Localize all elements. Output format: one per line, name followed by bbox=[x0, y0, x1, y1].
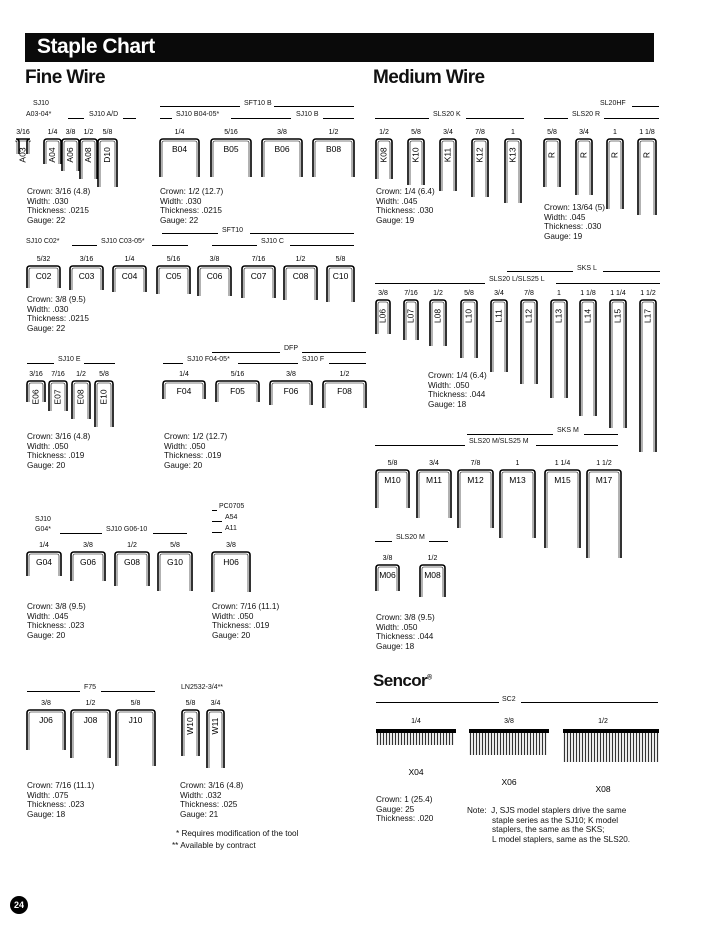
size-fraction-label: 1 1/4 bbox=[610, 290, 626, 297]
size-fraction-label: 1/2 bbox=[127, 542, 137, 549]
staple-code: C08 bbox=[292, 271, 309, 281]
staple-code: A06 bbox=[64, 147, 75, 163]
staple-code: G06 bbox=[79, 557, 97, 567]
fine-wire-heading: Fine Wire bbox=[25, 67, 105, 88]
label-sj10b: SJ10 B bbox=[296, 111, 319, 118]
size-fraction-label: 1/2 bbox=[328, 129, 339, 136]
size-fraction-label: 7/8 bbox=[470, 460, 481, 467]
size-fraction-label: 3/8 bbox=[83, 542, 93, 549]
spec-a: Crown: 3/16 (4.8) Width: .030 Thickness: .0215 Gauge: 22 bbox=[27, 187, 91, 225]
staple-code: G10 bbox=[166, 557, 184, 567]
size-fraction-label: 1 1/4 bbox=[554, 460, 571, 467]
label-sft10b: SFT10 B bbox=[244, 100, 272, 107]
spec-g: Crown: 3/8 (9.5) Width: .045 Thickness: .023 Gauge: 20 bbox=[27, 602, 86, 640]
spec-c: Crown: 3/8 (9.5) Width: .030 Thickness: .0215 Gauge: 22 bbox=[27, 295, 89, 333]
label-a54: A54 bbox=[225, 514, 238, 521]
staple-code: R bbox=[609, 151, 620, 159]
size-fraction-label: 7/16 bbox=[404, 290, 418, 297]
size-fraction-label: 1/4 bbox=[174, 129, 185, 136]
label-g04: G04* bbox=[35, 526, 51, 533]
size-fraction-label: 3/16 bbox=[79, 256, 94, 263]
size-fraction-label: 3/4 bbox=[429, 460, 439, 467]
staple-code: C02 bbox=[35, 271, 52, 281]
label-pc0705: PC0705 bbox=[219, 503, 245, 510]
staple-code: H06 bbox=[223, 557, 239, 567]
staple-code: J10 bbox=[128, 715, 143, 725]
spec-m: Crown: 3/8 (9.5) Width: .050 Thickness: .044 Gauge: 18 bbox=[376, 613, 435, 651]
staple-code: B05 bbox=[223, 144, 239, 154]
label-sft10: SFT10 bbox=[222, 227, 244, 234]
label-sj10-g: SJ10 bbox=[35, 516, 51, 523]
staple-code: L12 bbox=[523, 308, 534, 324]
size-fraction-label: 3/8 bbox=[226, 542, 236, 549]
size-fraction-label: 3/4 bbox=[443, 129, 453, 136]
staple-code: C03 bbox=[78, 271, 95, 281]
page-title: Staple Chart bbox=[37, 35, 155, 58]
staple-code: L14 bbox=[582, 308, 593, 324]
staple-code: M17 bbox=[595, 475, 613, 485]
staple-code: J06 bbox=[39, 715, 53, 725]
spec-l: Crown: 1/4 (6.4) Width: .050 Thickness: .044 Gauge: 18 bbox=[428, 371, 487, 409]
staple-mark bbox=[607, 139, 623, 209]
staple-code: D10 bbox=[101, 147, 112, 163]
size-fraction-label: 1/2 bbox=[295, 256, 306, 263]
size-fraction-label: 1/2 bbox=[339, 371, 350, 378]
sencor-heading: Sencor® bbox=[373, 671, 432, 690]
staple-mark bbox=[638, 139, 656, 215]
staple-code: F05 bbox=[230, 386, 245, 396]
size-fraction-label: 1/2 bbox=[85, 700, 96, 707]
size-fraction-label: 3/8 bbox=[65, 129, 76, 136]
size-fraction-label: 5/8 bbox=[130, 700, 141, 707]
size-fraction-label: 3/8 bbox=[286, 371, 296, 378]
staple-code: L06 bbox=[377, 308, 388, 324]
size-fraction-label: 1 bbox=[613, 129, 617, 136]
medium-wire-heading: Medium Wire bbox=[373, 67, 485, 88]
label-sj10g0610: SJ10 G06-10 bbox=[106, 526, 148, 533]
label-sls20m2: SLS20 M bbox=[396, 534, 425, 541]
staple-code: L13 bbox=[553, 308, 564, 324]
staple-code: A08 bbox=[82, 147, 93, 163]
staple-code: K13 bbox=[507, 147, 518, 163]
size-fraction-label: 5/8 bbox=[99, 371, 109, 378]
staple-code: M13 bbox=[509, 475, 526, 485]
size-fraction-label: 7/16 bbox=[251, 256, 266, 263]
staple-code: B04 bbox=[171, 144, 188, 154]
size-fraction-label: 3/8 bbox=[504, 718, 514, 725]
footnote-2: ** Available by contract bbox=[172, 841, 256, 850]
staple-code: C07 bbox=[250, 271, 267, 281]
staple-code: W11 bbox=[209, 717, 220, 735]
spec-r: Crown: 13/64 (5) Width: .045 Thickness: .030 Gauge: 19 bbox=[544, 203, 605, 241]
staple-strip bbox=[469, 729, 549, 755]
label-ln2532: LN2532-3/4** bbox=[181, 684, 224, 691]
label-sls20l: SLS20 L/SLS25 L bbox=[489, 276, 545, 283]
label-f75: F75 bbox=[84, 684, 97, 691]
size-fraction-label: 1 1/2 bbox=[640, 290, 656, 297]
size-fraction-label: 1/2 bbox=[598, 718, 608, 725]
size-fraction-label: 1 1/8 bbox=[639, 129, 655, 136]
note: Note: J, SJS model staplers drive the same staple series as the SJ10; K model staplers, the same as the SKS; L model staplers, same as the SLS20. bbox=[467, 806, 631, 844]
staple-code: L10 bbox=[463, 308, 474, 324]
staple-code: L08 bbox=[432, 308, 443, 324]
size-fraction-label: 5/8 bbox=[464, 290, 474, 297]
staple-strip bbox=[563, 729, 659, 762]
label-sls20m: SLS20 M/SLS25 M bbox=[469, 438, 529, 445]
staple-code: B06 bbox=[274, 144, 290, 154]
size-fraction-label: 1/4 bbox=[47, 129, 58, 136]
staple-code: K10 bbox=[410, 147, 421, 163]
staple-code: X04 bbox=[408, 767, 424, 777]
staple-code: M10 bbox=[384, 475, 401, 485]
staple-code: R bbox=[578, 151, 589, 159]
page-number: 24 bbox=[10, 896, 28, 914]
label-sj10e: SJ10 E bbox=[58, 356, 81, 363]
staple-code: X06 bbox=[501, 777, 517, 787]
label-sj10c0305: SJ10 C03-05* bbox=[101, 238, 145, 245]
staple-strip bbox=[376, 729, 456, 745]
label-sj10ad: SJ10 A/D bbox=[89, 111, 119, 118]
staple-mark bbox=[461, 300, 477, 358]
size-fraction-label: 7/8 bbox=[475, 129, 485, 136]
staple-code: L07 bbox=[405, 308, 416, 324]
staple-code: M11 bbox=[426, 475, 442, 485]
size-fraction-label: 7/16 bbox=[51, 371, 65, 378]
size-fraction-label: 5/8 bbox=[185, 700, 196, 707]
size-fraction-label: 1/2 bbox=[83, 129, 94, 136]
staple-code: F04 bbox=[176, 386, 192, 396]
spec-e: Crown: 3/16 (4.8) Width: .050 Thickness: .019 Gauge: 20 bbox=[27, 432, 91, 470]
size-fraction-label: 3/4 bbox=[210, 700, 221, 707]
staple-code: R bbox=[546, 151, 557, 159]
staple-code: A04 bbox=[46, 147, 57, 163]
staple-code: L15 bbox=[612, 308, 623, 324]
size-fraction-label: 5/32 bbox=[36, 256, 51, 263]
staple-code: B08 bbox=[325, 144, 342, 154]
label-sj10c: SJ10 C bbox=[261, 238, 284, 245]
label-sj10: SJ10 bbox=[33, 100, 49, 107]
size-fraction-label: 1/4 bbox=[124, 256, 135, 263]
size-fraction-label: 3/4 bbox=[494, 290, 504, 297]
size-fraction-label: 1/4 bbox=[411, 718, 421, 725]
staple-code: W10 bbox=[184, 717, 195, 735]
label-dfp: DFP bbox=[284, 345, 298, 352]
spec-b: Crown: 1/2 (12.7) Width: .030 Thickness: .0215 Gauge: 22 bbox=[160, 187, 224, 225]
label-sls20k: SLS20 K bbox=[433, 111, 461, 118]
staple-code: E07 bbox=[52, 389, 63, 405]
staple-code: L17 bbox=[642, 308, 653, 324]
staple-code: C10 bbox=[332, 271, 349, 281]
staple-code: K08 bbox=[378, 147, 389, 163]
footnote-1: * Requires modification of the tool bbox=[176, 829, 299, 838]
staple-code: L11 bbox=[493, 309, 504, 323]
size-fraction-label: 1/4 bbox=[39, 542, 49, 549]
size-fraction-label: 3/16 bbox=[29, 371, 43, 378]
label-sj10b0405: SJ10 B04-05* bbox=[176, 111, 220, 118]
size-fraction-label: 1/4 bbox=[179, 371, 189, 378]
size-fraction-label: 3/8 bbox=[209, 256, 220, 263]
label-sksm: SKS M bbox=[557, 427, 579, 434]
staple-code: M06 bbox=[379, 570, 396, 580]
size-fraction-label: 5/8 bbox=[411, 129, 421, 136]
size-fraction-label: 1 1/2 bbox=[596, 460, 612, 467]
staple-code: F08 bbox=[337, 386, 352, 396]
size-fraction-label: 7/8 bbox=[524, 290, 534, 297]
size-fraction-label: 5/8 bbox=[547, 129, 557, 136]
size-fraction-label: 1 bbox=[511, 129, 515, 136]
size-fraction-label: 3/8 bbox=[277, 129, 287, 136]
staple-code: C04 bbox=[121, 271, 138, 281]
label-a03: A03-04* bbox=[26, 111, 52, 118]
staple-mark bbox=[544, 139, 560, 187]
size-fraction-label: 1 1/8 bbox=[580, 290, 596, 297]
size-fraction-label: 1/2 bbox=[433, 290, 443, 297]
staple-mark bbox=[576, 139, 592, 195]
label-sc2: SC2 bbox=[502, 696, 516, 703]
staple-code: E08 bbox=[75, 389, 86, 405]
label-sls20r: SLS20 R bbox=[572, 111, 601, 118]
size-fraction-label: 5/16 bbox=[230, 371, 245, 378]
staple-code: M15 bbox=[554, 475, 571, 485]
spec-w: Crown: 3/16 (4.8) Width: .032 Thickness: .025 Gauge: 21 bbox=[180, 781, 244, 819]
label-sksl: SKS L bbox=[577, 265, 597, 272]
size-fraction-label: 5/8 bbox=[335, 256, 346, 263]
size-fraction-label: 3/8 bbox=[382, 555, 393, 562]
staple-code: C05 bbox=[165, 271, 182, 281]
spec-x: Crown: 1 (25.4) Gauge: 25 Thickness: .020 bbox=[376, 795, 434, 824]
label-sj10c02: SJ10 C02* bbox=[26, 238, 60, 245]
size-fraction-label: 1/2 bbox=[76, 371, 86, 378]
staple-code: K11 bbox=[442, 147, 453, 163]
size-fraction-label: 5/16 bbox=[224, 129, 238, 136]
size-fraction-label: 1 bbox=[557, 290, 561, 297]
spec-j: Crown: 7/16 (11.1) Width: .075 Thickness: .023 Gauge: 18 bbox=[27, 781, 95, 819]
staple-code: E10 bbox=[98, 389, 109, 405]
staple-code: X08 bbox=[595, 784, 611, 794]
size-fraction-label: 1/2 bbox=[427, 555, 438, 562]
label-sl20hf: SL20HF bbox=[600, 100, 626, 107]
size-fraction-label: 3/8 bbox=[41, 700, 51, 707]
size-fraction-label: 5/8 bbox=[102, 129, 113, 136]
size-fraction-label: 3/4 bbox=[579, 129, 589, 136]
staple-code: G08 bbox=[123, 557, 141, 567]
staple-mark bbox=[440, 139, 456, 191]
staple-code: M12 bbox=[467, 475, 484, 485]
staple-code: R bbox=[641, 151, 652, 159]
staple-code: J08 bbox=[83, 715, 98, 725]
spec-f: Crown: 1/2 (12.7) Width: .050 Thickness: .019 Gauge: 20 bbox=[164, 432, 228, 470]
label-a11: A11 bbox=[225, 525, 237, 532]
size-fraction-label: 1 bbox=[515, 460, 520, 467]
size-fraction-label: 5/8 bbox=[387, 460, 398, 467]
label-sj10f0405: SJ10 F04-05* bbox=[187, 356, 230, 363]
staple-code: M08 bbox=[424, 570, 441, 580]
staple-code: F06 bbox=[283, 386, 299, 396]
staple-code: A03 bbox=[17, 147, 28, 163]
size-fraction-label: 1/2 bbox=[379, 129, 389, 136]
size-fraction-label: 3/16 bbox=[16, 129, 30, 136]
size-fraction-label: 5/16 bbox=[166, 256, 181, 263]
spec-k: Crown: 1/4 (6.4) Width: .045 Thickness: .030 Gauge: 19 bbox=[376, 187, 435, 225]
spec-h: Crown: 7/16 (11.1) Width: .050 Thickness: .019 Gauge: 20 bbox=[212, 602, 280, 640]
staple-code: C06 bbox=[206, 271, 223, 281]
label-sj10f: SJ10 F bbox=[302, 356, 325, 363]
staple-code: E06 bbox=[30, 389, 41, 405]
size-fraction-label: 3/8 bbox=[378, 290, 388, 297]
staple-code: K12 bbox=[474, 147, 485, 163]
size-fraction-label: 5/8 bbox=[170, 542, 180, 549]
staple-code: G04 bbox=[35, 557, 53, 567]
